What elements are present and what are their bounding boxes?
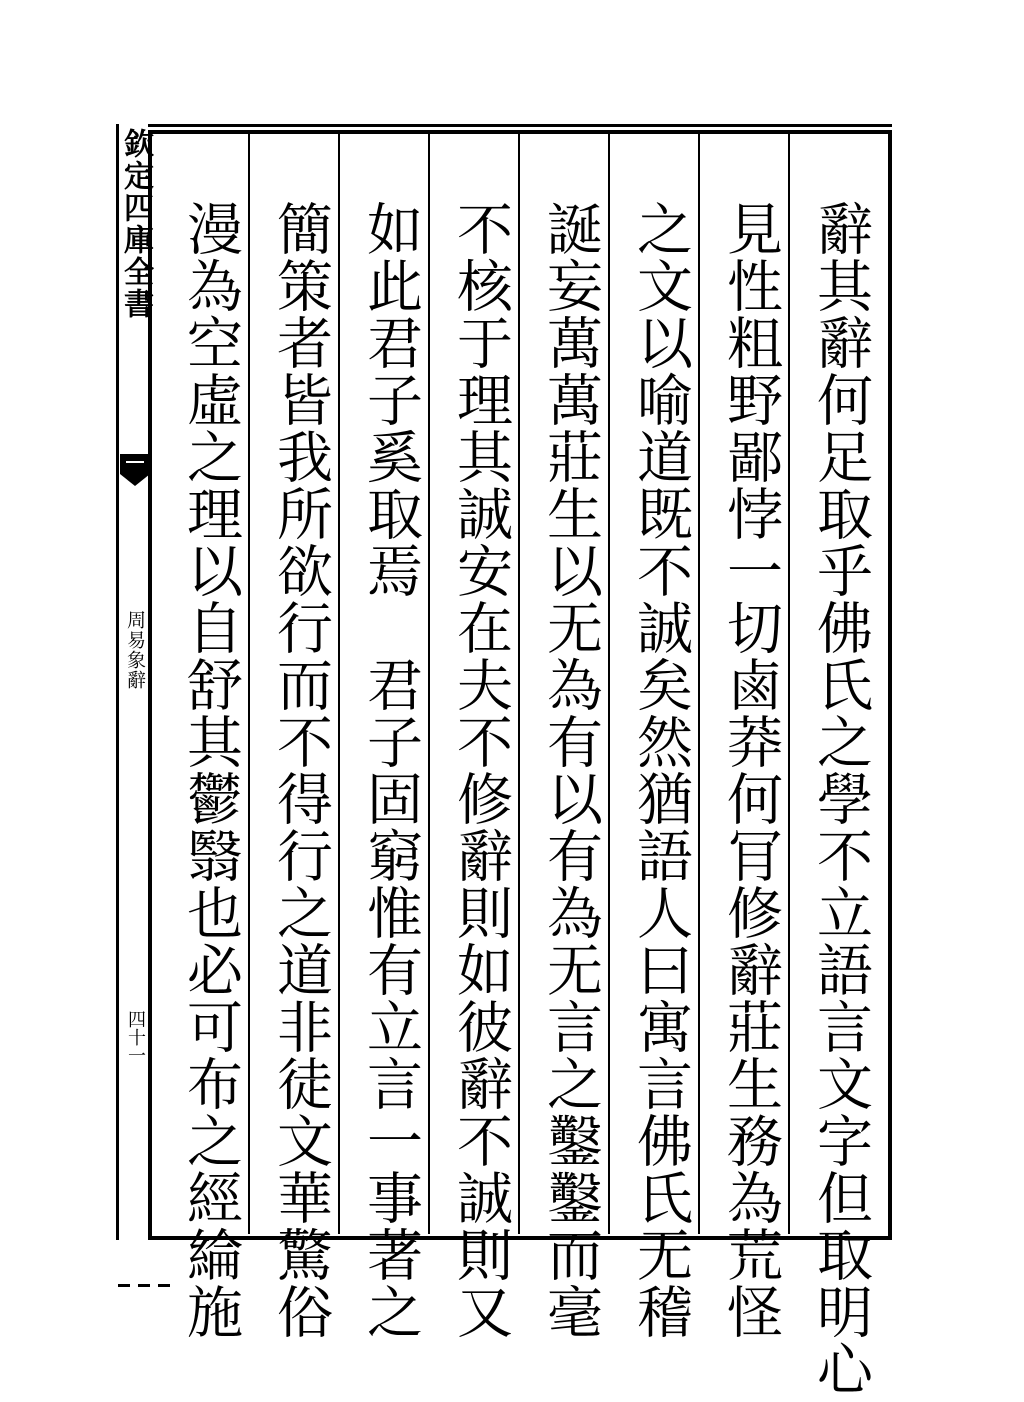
text-column-7: 簡策者皆我所欲行而不得行之道非徒文華驚俗 bbox=[268, 200, 333, 1340]
series-title: 欽定四庫全書 bbox=[118, 128, 153, 320]
text-column-1: 辭其辭何足取乎佛氏之學不立語言文字但取明心 bbox=[808, 200, 873, 1397]
fish-tail-icon bbox=[118, 452, 152, 492]
text-column-6: 如此君子奚取焉 君子固窮惟有立言一事著之 bbox=[358, 200, 423, 1340]
text-column-8: 漫為空虛之理以自舒其鬱翳也必可布之經綸施 bbox=[178, 200, 243, 1340]
text-column-4: 誕妄萬萬莊生以无為有以有為无言之鑿鑿而毫 bbox=[538, 200, 603, 1340]
text-column-2: 見性粗野鄙悖一切鹵莽何肎修辭莊生務為荒怪 bbox=[718, 200, 783, 1340]
bottom-marks bbox=[118, 1272, 178, 1278]
text-column-5: 不核于理其誠安在夫不修辭則如彼辭不誠則又 bbox=[448, 200, 513, 1340]
top-double-rule bbox=[148, 124, 892, 127]
text-column-3: 之文以喻道既不誠矣然猶語人曰寓言佛氏无稽 bbox=[628, 200, 693, 1340]
page-number: 四十一 bbox=[125, 1010, 146, 1064]
book-title: 周易象辭 bbox=[124, 610, 146, 690]
